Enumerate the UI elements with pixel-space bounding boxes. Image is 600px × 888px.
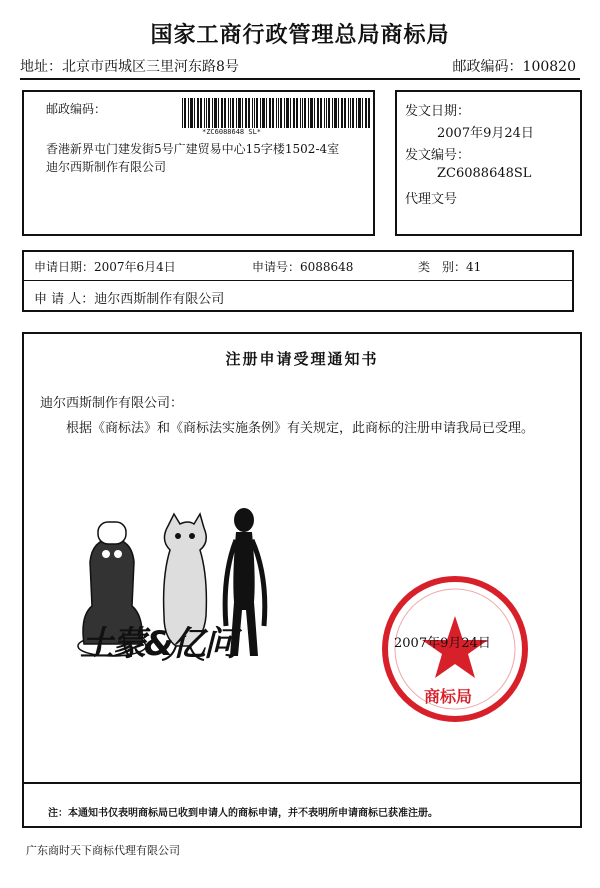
trademark-text: 土蒙&亿问: [80, 624, 236, 664]
notice-addressee: 迪尔西斯制作有限公司：: [40, 396, 184, 411]
page-title: 国家工商行政管理总局商标局: [150, 22, 450, 48]
divider: [24, 280, 572, 281]
recipient-address-line: 香港新界屯门建发街5号广建贸易中心15字楼1502-4室: [46, 142, 340, 156]
seal-name: 商标局: [424, 687, 473, 706]
recipient-postcode-label: 邮政编码：: [46, 102, 107, 116]
barcode-text: *ZC6088648 SL*: [202, 128, 262, 136]
notice-body: 根据《商标法》和《商标法实施条例》有关规定，此商标的注册申请我局已受理。: [66, 421, 535, 436]
notice-box: [22, 332, 582, 828]
issue-date-label: 发文日期：: [405, 104, 471, 119]
issue-number-label: 发文编号：: [405, 148, 471, 163]
recipient-company: 迪尔西斯制作有限公司: [46, 160, 167, 174]
applicant: 申 请 人：迪尔西斯制作有限公司: [34, 292, 225, 307]
address-bar: [20, 54, 580, 80]
office-address: 地址：北京市西城区三里河东路8号: [20, 59, 239, 75]
footer-divider: [24, 782, 580, 784]
issue-info-box: [395, 90, 582, 236]
application-date: 申请日期：2007年6月4日: [34, 260, 176, 274]
issue-number-value: ZC6088648SL: [437, 166, 532, 181]
issue-date-value: 2007年9月24日: [437, 126, 534, 141]
office-postcode: 邮政编码：100820: [452, 59, 576, 75]
application-number: 申请号：6088648: [252, 260, 354, 274]
agent-number-label: 代理文号: [405, 192, 458, 207]
application-box: [22, 250, 574, 312]
agent-name: 广东商时天下商标代理有限公司: [26, 844, 180, 857]
application-class: 类 别：41: [418, 260, 482, 274]
notice-title: 注册申请受理通知书: [225, 350, 379, 368]
barcode: [182, 98, 372, 128]
recipient-box: [22, 90, 375, 236]
recipient-address: [46, 140, 366, 176]
seal-date: 2007年9月24日: [394, 636, 491, 651]
notice-footnote: 注：本通知书仅表明商标局已收到申请人的商标申请，并不表明所申请商标已获准注册。: [48, 808, 438, 819]
